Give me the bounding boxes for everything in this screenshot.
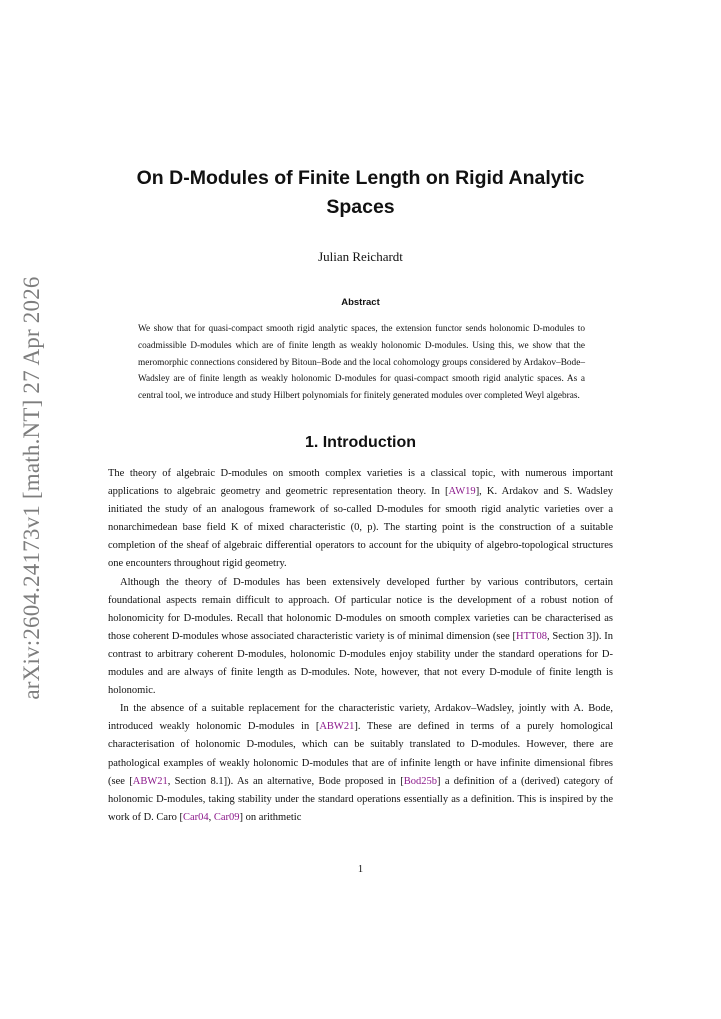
abstract-heading: Abstract	[341, 297, 380, 308]
citation-link[interactable]: ABW21	[132, 775, 168, 787]
intro-paragraph: The theory of algebraic D-modules on smooth complex varieties is a classical topic, with numerous important applications to algebraic geometry and geometric representation theory. In [AW19], K. Ardakov and S. Wadsley initiated the study of an analogous framework of so-called D-modules for smooth rigid analytic varieties over a nonarchimedean base field K of mixed characteristic (0, p). The starting point is the construction of a suitable completion of the sheaf of algebraic differential operators to account for the ubiquity of algebro-topological structures one encounters throughout rigid geometry.	[108, 468, 613, 570]
citation-link[interactable]: HTT08	[516, 630, 547, 642]
section-heading: 1. Introduction	[304, 434, 417, 451]
paper-title	[108, 164, 613, 222]
citation-link[interactable]: Car04	[182, 811, 209, 823]
paper-title-text: On D-Modules of Finite Length on Rigid Analytic Spaces	[136, 167, 585, 218]
citation-link[interactable]: Car09	[213, 811, 240, 823]
abstract-text: We show that for quasi-compact smooth rigid analytic spaces, the extension functor sends holonomic D-modules to coadmissible D-modules which are of finite length as weakly holonomic D-modules. Using this, we show that the meromorphic connections considered by Bitoun–Bode and the local cohomology groups considered by Ardakov–Bode–Wadsley are of finite length as weakly holonomic D-modules for quasi-compact smooth rigid analytic spaces. As a central tool, we introduce and study Hilbert polynomials for finitely generated modules over completed Weyl algebras.	[138, 324, 585, 402]
page-number: 1	[357, 864, 364, 875]
author-name: Julian Reichardt	[318, 249, 403, 264]
intro-paragraph: In the absence of a suitable replacement for the characteristic variety, Ardakov–Wadsley, jointly with A. Bode, introduced weakly holonomic D-modules in [ABW21]. These are defined in terms of a purely homological characterisation of holonomic D-modules, which can be suitably translated to D-modules. However, there are pathological examples of weakly holonomic D-modules that are of infinite length or have infinite dimensional fibres (see [ABW21, Section 8.1]). As an alternative, Bode proposed in [Bod25b] a definition of a (derived) category of holonomic D-modules, taking stability under the standard operations essentially as a definition. This is inspired by the work of D. Caro [Car04, Car09] on arithmetic	[108, 703, 613, 823]
intro-paragraph: Although the theory of D-modules has been extensively developed further by various contributors, certain foundational aspects remain difficult to approach. Of particular notice is the development of a robust notion of holonomicity for D-modules. Recall that holonomic D-modules on smooth complex varieties can be characterised as those coherent D-modules whose associated characteristic variety is of minimal dimension (see [HTT08, Section 3]). In contrast to arbitrary coherent D-modules, holonomic D-modules enjoy stability under the standard operations for D-modules and are always of finite length as D-modules. Note, however, that not every D-module of finite length is holonomic.	[108, 576, 613, 697]
introduction-body	[108, 465, 613, 827]
citation-link[interactable]: ABW21	[319, 721, 355, 733]
citation-link[interactable]: Bod25b	[403, 775, 437, 787]
arxiv-identifier[interactable]: arXiv:2604.24173v1 [math.NT] 27 Apr 2026	[19, 276, 44, 700]
citation-link[interactable]: AW19	[448, 486, 476, 498]
